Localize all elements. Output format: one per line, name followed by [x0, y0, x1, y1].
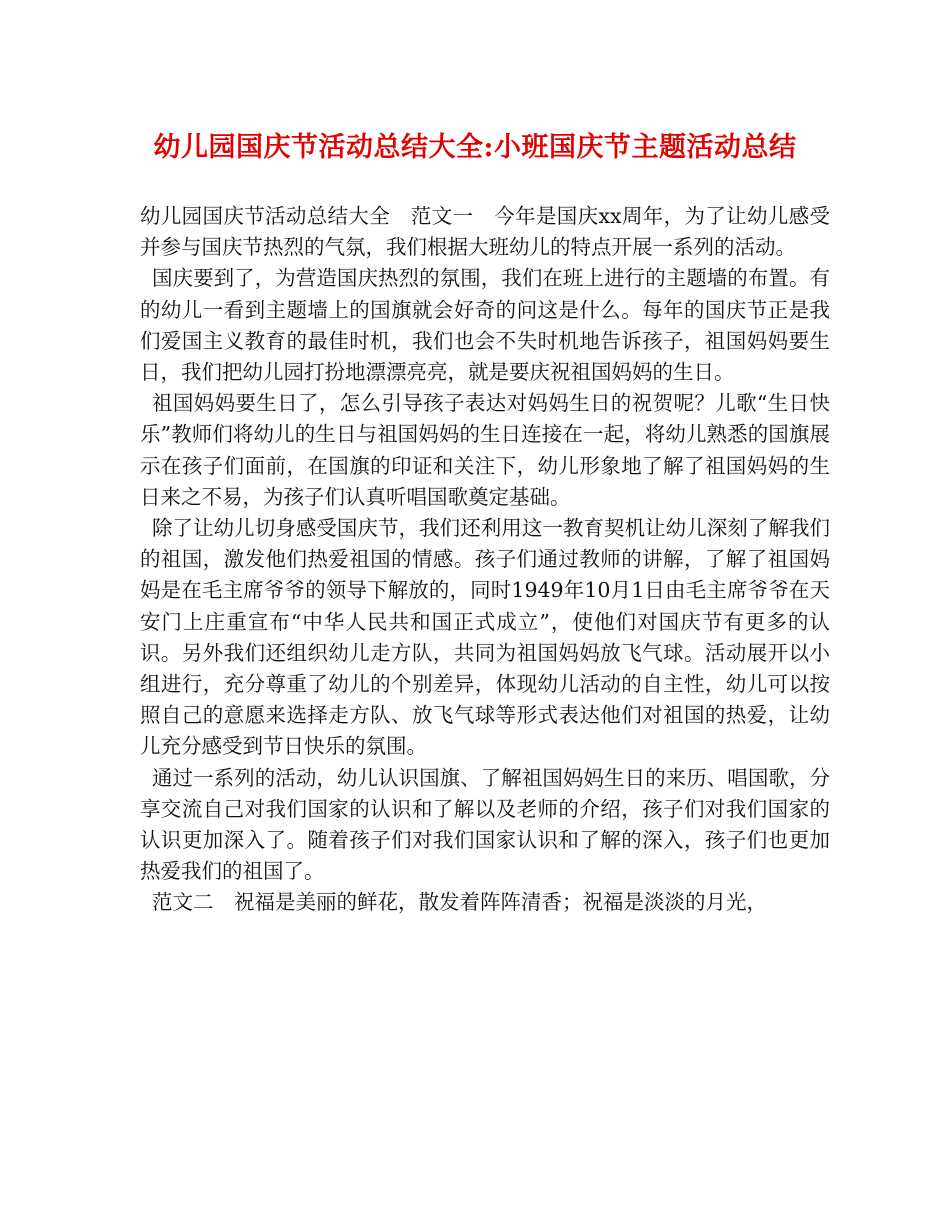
paragraph-motherland-history: 除了让幼儿切身感受国庆节，我们还利用这一教育契机让幼儿深刻了解我们的祖国，激发他们热爱祖国的情感。孩子们通过教师的讲解，了解了祖国妈妈是在毛主席爷爷的领导下解放的，同时1949年10月1日由毛主席爷爷在天安门上庄重宣布“中华人民共和国正式成立”，使他们对国庆节有更多的认识。另外我们还组织幼儿走方队，共同为祖国妈妈放飞气球。活动展开以小组进行，充分尊重了幼儿的个别差异，体现幼儿活动的自主性，幼儿可以按照自己的意愿来选择走方队、放飞气球等形式表达他们对祖国的热爱，让幼儿充分感受到节日快乐的氛围。 [140, 516, 830, 759]
document-title: 幼儿园国庆节活动总结大全:小班国庆节主题活动总结 [153, 132, 797, 163]
paragraph-intro: 幼儿园国庆节活动总结大全 范文一 今年是国庆xx周年，为了让幼儿感受并参与国庆节热烈的气氛，我们根据大班幼儿的特点开展一系列的活动。 [140, 204, 830, 260]
paragraph-summary: 通过一系列的活动，幼儿认识国旗、了解祖国妈妈生日的来历、唱国歌，分享交流自己对我们国家的认识和了解以及老师的介绍，孩子们对我们国家的认识更加深入了。随着孩子们对我们国家认识和了解的深入，孩子们也更加热爱我们的祖国了。 [140, 765, 830, 884]
document-body [140, 201, 830, 919]
paragraph-birthday-song: 祖国妈妈要生日了，怎么引导孩子表达对妈妈生日的祝贺呢？儿歌“生日快乐”教师们将幼儿的生日与祖国妈妈的生日连接在一起，将幼儿熟悉的国旗展示在孩子们面前，在国旗的印证和关注下，幼儿形象地了解了祖国妈妈的生日来之不易，为孩子们认真听唱国歌奠定基础。 [140, 391, 830, 509]
paragraph-example-two: 范文二 祝福是美丽的鲜花，散发着阵阵清香；祝福是淡淡的月光， [152, 890, 767, 915]
paragraph-theme-wall: 国庆要到了，为营造国庆热烈的氛围，我们在班上进行的主题墙的布置。有的幼儿一看到主题墙上的国旗就会好奇的问这是什么。每年的国庆节正是我们爱国主义教育的最佳时机，我们也会不失时机地告诉孩子，祖国妈妈要生日，我们把幼儿园打扮地漂漂亮亮，就是要庆祝祖国妈妈的生日。 [140, 266, 830, 385]
